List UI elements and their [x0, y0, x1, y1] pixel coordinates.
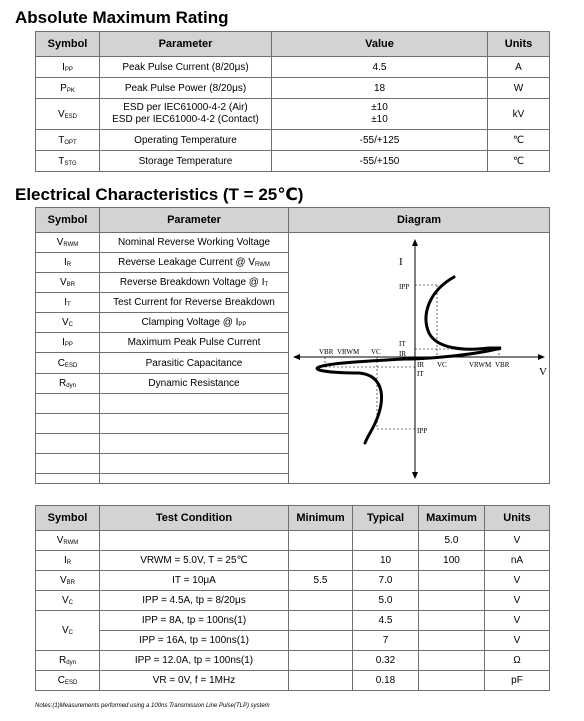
- empty-cell: [36, 413, 100, 433]
- min-cell: [289, 551, 353, 571]
- empty-cell: [100, 473, 289, 483]
- unit-cell: W: [488, 78, 550, 99]
- unit-cell: V: [485, 631, 550, 651]
- table-row: [36, 233, 550, 253]
- unit-cell: nA: [485, 551, 550, 571]
- min-cell: [289, 651, 353, 671]
- typ-cell: [353, 531, 419, 551]
- header-minimum: Minimum: [289, 506, 353, 531]
- unit-cell: ℃: [488, 130, 550, 151]
- label-ir-bottom: IR: [417, 361, 424, 369]
- table-row: [36, 57, 550, 78]
- label-vc-right: VC: [437, 361, 447, 369]
- v-axis-arrow-left: [293, 354, 300, 360]
- parameter-cell: Test Current for Reverse Breakdown: [100, 293, 289, 313]
- value-cell: 18: [272, 78, 488, 99]
- parameter-line: ESD per IEC61000-4-2 (Air): [123, 102, 248, 113]
- table-row: [36, 671, 550, 691]
- min-cell: [289, 591, 353, 611]
- empty-cell: [36, 453, 100, 473]
- header-symbol: Symbol: [36, 208, 100, 233]
- symbol-cell: $C_{ESD}$: [36, 353, 100, 373]
- parameter-cell: Operating Temperature: [100, 130, 272, 151]
- parameter-cell: Nominal Reverse Working Voltage: [100, 233, 289, 253]
- symbol-cell: $P_{PK}$: [36, 78, 100, 99]
- table-row: [36, 571, 550, 591]
- symbol-cell: $V_{BR}$: [36, 273, 100, 293]
- table-row: [36, 611, 550, 631]
- label-vbr-right: VBR: [495, 361, 510, 369]
- symbol-cell: $I_{PP}$: [36, 333, 100, 353]
- max-cell: [419, 671, 485, 691]
- header-diagram: Diagram: [289, 208, 550, 233]
- section-title-absolute-max: Absolute Maximum Rating: [15, 8, 229, 27]
- typ-cell: 0.18: [353, 671, 419, 691]
- header-value: Value: [272, 32, 488, 57]
- condition-cell: IPP = 4.5A, tp = 8/20μs: [100, 591, 289, 611]
- unit-cell: kV: [488, 99, 550, 130]
- parameter-cell: Clamping Voltage @ $I_{PP}$: [100, 313, 289, 333]
- parameter-cell: Storage Temperature: [100, 151, 272, 172]
- parameter-cell: Peak Pulse Power (8/20μs): [100, 78, 272, 99]
- parameter-cell: [100, 99, 272, 130]
- symbol-cell: $V_{ESD}$: [36, 99, 100, 130]
- parameter-cell: Peak Pulse Current (8/20μs): [100, 57, 272, 78]
- max-cell: [419, 651, 485, 671]
- header-symbol: Symbol: [36, 32, 100, 57]
- symbol-cell: $V_{BR}$: [36, 571, 100, 591]
- table-row: [36, 78, 550, 99]
- condition-cell: IPP = 16A, tp = 100ns(1): [100, 631, 289, 651]
- table-row: [36, 631, 550, 651]
- table-header-row: [36, 506, 550, 531]
- empty-cell: [100, 393, 289, 413]
- value-cell: [272, 99, 488, 130]
- label-vrwm-right: VRWM: [469, 361, 492, 369]
- symbol-cell: $V_C$: [36, 611, 100, 651]
- typ-cell: 10: [353, 551, 419, 571]
- parameter-cell: Dynamic Resistance: [100, 373, 289, 393]
- table-row: [36, 130, 550, 151]
- iv-curve: [317, 277, 501, 443]
- typ-cell: 0.32: [353, 651, 419, 671]
- condition-cell: VR = 0V, f = 1MHz: [100, 671, 289, 691]
- condition-cell: IT = 10μA: [100, 571, 289, 591]
- v-axis-arrow-right: [538, 354, 545, 360]
- symbol-cell: $V_C$: [36, 313, 100, 333]
- condition-cell: IPP = 12.0A, tp = 100ns(1): [100, 651, 289, 671]
- symbol-cell: $R_{dyn}$: [36, 373, 100, 393]
- symbol-cell: $I_T$: [36, 293, 100, 313]
- empty-cell: [100, 453, 289, 473]
- symbol-cell: $R_{dyn}$: [36, 651, 100, 671]
- value-cell: -55/+150: [272, 151, 488, 172]
- table-row: [36, 651, 550, 671]
- table-row: [36, 551, 550, 571]
- condition-cell: IPP = 8A, tp = 100ns(1): [100, 611, 289, 631]
- section-title-electrical: Electrical Characteristics (T = 25℃): [15, 185, 304, 204]
- unit-cell: pF: [485, 671, 550, 691]
- value-line: ±10: [371, 102, 388, 113]
- symbol-cell: $C_{ESD}$: [36, 671, 100, 691]
- header-test-condition: Test Condition: [100, 506, 289, 531]
- max-cell: 5.0: [419, 531, 485, 551]
- parameter-cell: Maximum Peak Pulse Current: [100, 333, 289, 353]
- parameter-cell: Reverse Breakdown Voltage @ $I_T$: [100, 273, 289, 293]
- table-row: [36, 99, 550, 130]
- header-parameter: Parameter: [100, 208, 289, 233]
- label-vbr-left: VBR: [319, 348, 334, 356]
- empty-cell: [100, 413, 289, 433]
- min-cell: [289, 611, 353, 631]
- typ-cell: 7.0: [353, 571, 419, 591]
- i-axis-arrow-bottom: [412, 472, 418, 479]
- unit-cell: V: [485, 531, 550, 551]
- max-cell: [419, 591, 485, 611]
- table-row: [36, 531, 550, 551]
- value-cell: 4.5: [272, 57, 488, 78]
- footnote: Notes:(1)Measurements performed using a 100ns Transmission Line Pulse(TLP) system: [35, 703, 270, 709]
- electrical-characteristics-table: [35, 207, 550, 484]
- header-units: Units: [488, 32, 550, 57]
- symbol-cell: $I_{PP}$: [36, 57, 100, 78]
- parameter-line: ESD per IEC61000-4-2 (Contact): [112, 114, 259, 125]
- empty-cell: [36, 393, 100, 413]
- unit-cell: V: [485, 611, 550, 631]
- typ-cell: 5.0: [353, 591, 419, 611]
- symbol-cell: $I_R$: [36, 551, 100, 571]
- typ-cell: 7: [353, 631, 419, 651]
- parameter-cell: Reverse Leakage Current @ $V_{RWM}$: [100, 253, 289, 273]
- symbol-cell: $T_{STG}$: [36, 151, 100, 172]
- unit-cell: V: [485, 591, 550, 611]
- max-cell: [419, 631, 485, 651]
- header-parameter: Parameter: [100, 32, 272, 57]
- unit-cell: A: [488, 57, 550, 78]
- min-cell: [289, 531, 353, 551]
- parameter-cell: Parasitic Capacitance: [100, 353, 289, 373]
- min-cell: 5.5: [289, 571, 353, 591]
- axis-label-v: V: [539, 366, 547, 378]
- empty-cell: [100, 433, 289, 453]
- symbol-cell: $V_C$: [36, 591, 100, 611]
- unit-cell: V: [485, 571, 550, 591]
- label-vrwm-left: VRWM: [337, 348, 360, 356]
- iv-characteristic-diagram: [289, 233, 550, 483]
- specifications-table: [35, 505, 550, 691]
- label-it-bottom: IT: [417, 370, 424, 378]
- header-units: Units: [485, 506, 550, 531]
- header-typical: Typical: [353, 506, 419, 531]
- diagram-cell: [289, 233, 550, 484]
- unit-cell: Ω: [485, 651, 550, 671]
- symbol-cell: $V_{RWM}$: [36, 233, 100, 253]
- label-ipp-top: IPP: [399, 283, 410, 291]
- label-vc-left: VC: [371, 348, 381, 356]
- header-symbol: Symbol: [36, 506, 100, 531]
- table-row: [36, 151, 550, 172]
- condition-cell: [100, 531, 289, 551]
- value-line: ±10: [371, 114, 388, 125]
- value-cell: -55/+125: [272, 130, 488, 151]
- absolute-max-table: [35, 31, 550, 172]
- table-header-row: [36, 208, 550, 233]
- typ-cell: 4.5: [353, 611, 419, 631]
- table-row: [36, 591, 550, 611]
- empty-cell: [36, 433, 100, 453]
- condition-cell: VRWM = 5.0V, T = 25℃: [100, 551, 289, 571]
- table-header-row: [36, 32, 550, 57]
- symbol-cell: $I_R$: [36, 253, 100, 273]
- axis-label-i: I: [399, 256, 403, 268]
- empty-cell: [36, 473, 100, 483]
- header-maximum: Maximum: [419, 506, 485, 531]
- label-it-top: IT: [399, 340, 406, 348]
- min-cell: [289, 671, 353, 691]
- min-cell: [289, 631, 353, 651]
- unit-cell: ℃: [488, 151, 550, 172]
- max-cell: [419, 611, 485, 631]
- symbol-cell: $V_{RWM}$: [36, 531, 100, 551]
- label-ipp-bottom: IPP: [417, 427, 428, 435]
- symbol-cell: $T_{OPT}$: [36, 130, 100, 151]
- max-cell: [419, 571, 485, 591]
- i-axis-arrow-top: [412, 239, 418, 246]
- max-cell: 100: [419, 551, 485, 571]
- label-ir-top: IR: [399, 350, 406, 358]
